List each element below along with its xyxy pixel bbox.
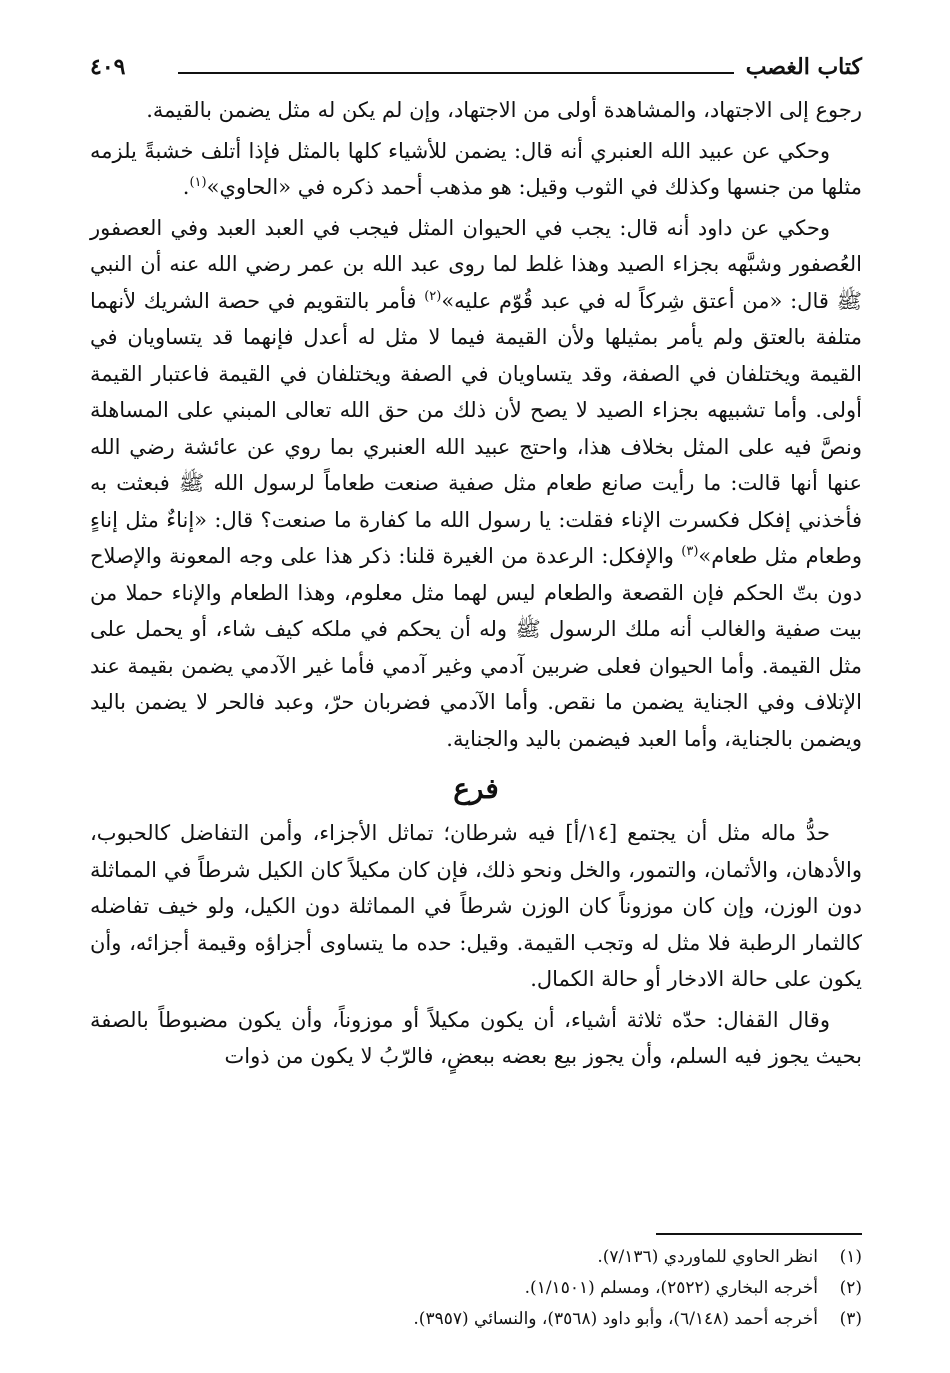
paragraph-3-text-b: فأمر بالتقويم في حصة الشريك لأنهما متلفة بالعتق ولم يأمر بمثيلها ولأن القيمة فيما لا مثل له أعدل فإنهما قد يتساويان في القيمة ويختلفان في الصفة، وقد يتساويان في الصفة ويختلفان في القيمة فاعتبار القيمة أولى. وأما تشبيهه بجزاء الصيد لا يصح لأن ذلك من حق الله تعالى المبني على المساهلة ونصَّ فيه على المثل بخلاف هذا، واحتج عبيد الله العنبري بما روي عن عائشة رضي الله عنها أنها قالت: ما رأيت صانع طعام مثل صفية صنعت طعاماً لرسول الله ﷺ فبعثت به فأخذني إفكل فكسرت الإناء فقلت: يا رسول الله ما كفارة ما صنعت؟ قال: «إناءٌ مثل إناءٍ وطعام مثل طعام» [90, 288, 862, 568]
paragraph-3-text-c: والإفكل: الرعدة من الغيرة قلنا: ذكر هذا على وجه المعونة والإصلاح دون بتّ الحكم فإن القصعة والطعام ليس لهما مثل معلوم، وهذا الطعام والإناء حملا من بيت صفية والغالب أنه ملك الرسول ﷺ وله أن يحكم في ملكه كيف شاء، أو يحمل على مثل القيمة. وأما الحيوان فعلى ضربين آدمي وغير آدمي فأما غير الآدمي يضمن بقيمة عند الإتلاف وفي الجناية يضمن ما نقص. وأما الآدمي فضربان حرّ، وعبد فالحر لا يضمن باليد ويضمن بالجناية، وأما العبد فيضمن باليد والجناية. [90, 544, 862, 751]
footnote-number: (٢) [839, 1278, 862, 1298]
footnote-text: أخرجه البخاري (٢٥٢٢)، ومسلم (١/١٥٠١). [524, 1278, 818, 1298]
section-heading: فرع [453, 772, 499, 805]
paragraph-3 [90, 210, 862, 758]
page-number: ٤٠٩ [90, 54, 126, 80]
chapter-title: كتاب الغصب [745, 54, 862, 80]
footnote-item [90, 1273, 862, 1304]
paragraph-1: رجوع إلى الاجتهاد، والمشاهدة أولى من الاجتهاد، وإن لم يكن له مثل يضمن بالقيمة. [146, 98, 862, 122]
header-rule [178, 72, 734, 74]
footnote-text: انظر الحاوي للماوردي (٧/١٣٦). [597, 1247, 818, 1267]
paragraph-3-text-a: وحكي عن داود أنه قال: يجب في الحيوان المثل فيجب في العبد العبد وفي العصفور العُصفور وشبَّهه بجزاء الصيد وهذا غلط لما روى عبد الله بن عمر رضي الله عنه أن النبي ﷺ قال: «من أعتق شِركاً له في عبد قُوّم عليه» [90, 215, 863, 313]
footnote-number: (١) [839, 1247, 862, 1267]
footnote-ref-1: (١) [189, 175, 207, 190]
paragraph-4: حدُّ ماله مثل أن يجتمع [١٤/أ] فيه شرطان؛ تماثل الأجزاء، وأمن التفاضل كالحبوب، والأدهان، والأثمان، والتمور، والخل ونحو ذلك، فإن كان مكيلاً كان الكيل شرطاً في المماثلة دون الوزن، وإن كان موزوناً كان الوزن شرطاً في المماثلة دون الكيل، ولو خيف تفاضله كالثمار الرطبة فلا مثل له وتجب القيمة. وقيل: حده ما يتساوى أجزاؤه وقيمة أجزائه، وأن يكون على حالة الادخار أو حالة الكمال. [90, 821, 862, 991]
footnote-text: أخرجه أحمد (٦/١٤٨)، وأبو داود (٣٥٦٨)، والنسائي (٣٩٥٧). [413, 1309, 818, 1329]
paragraph-5: وقال القفال: حدّه ثلاثة أشياء، أن يكون مكيلاً أو موزوناً، وأن يكون مضبوطاً بالصفة بحيث يجوز فيه السلم، وأن يجوز بيع بعضه ببعضٍ، فالرّبُ لا يكون من ذوات [90, 1007, 862, 1068]
footnote-item [90, 1304, 862, 1335]
footnote-ref-2: (٢) [424, 288, 442, 304]
footnote-ref-3: (٣) [681, 544, 699, 559]
page-header [90, 50, 862, 90]
footnote-number: (٣) [839, 1309, 862, 1329]
paragraph-2-text: وحكي عن عبيد الله العنبري أنه قال: يضمن للأشياء كلها بالمثل فإذا أتلف خشبةً يلزمه مثلها من جنسها وكذلك في الثوب وقيل: هو مذهب أحمد ذكره في «الحاوي» [90, 138, 862, 199]
footnotes [90, 1242, 862, 1335]
paragraph-2-end: . [182, 175, 190, 199]
footnote-rule [656, 1233, 862, 1235]
footnote-item [90, 1242, 862, 1273]
main-text [90, 92, 862, 1079]
paragraph-2 [90, 133, 862, 206]
